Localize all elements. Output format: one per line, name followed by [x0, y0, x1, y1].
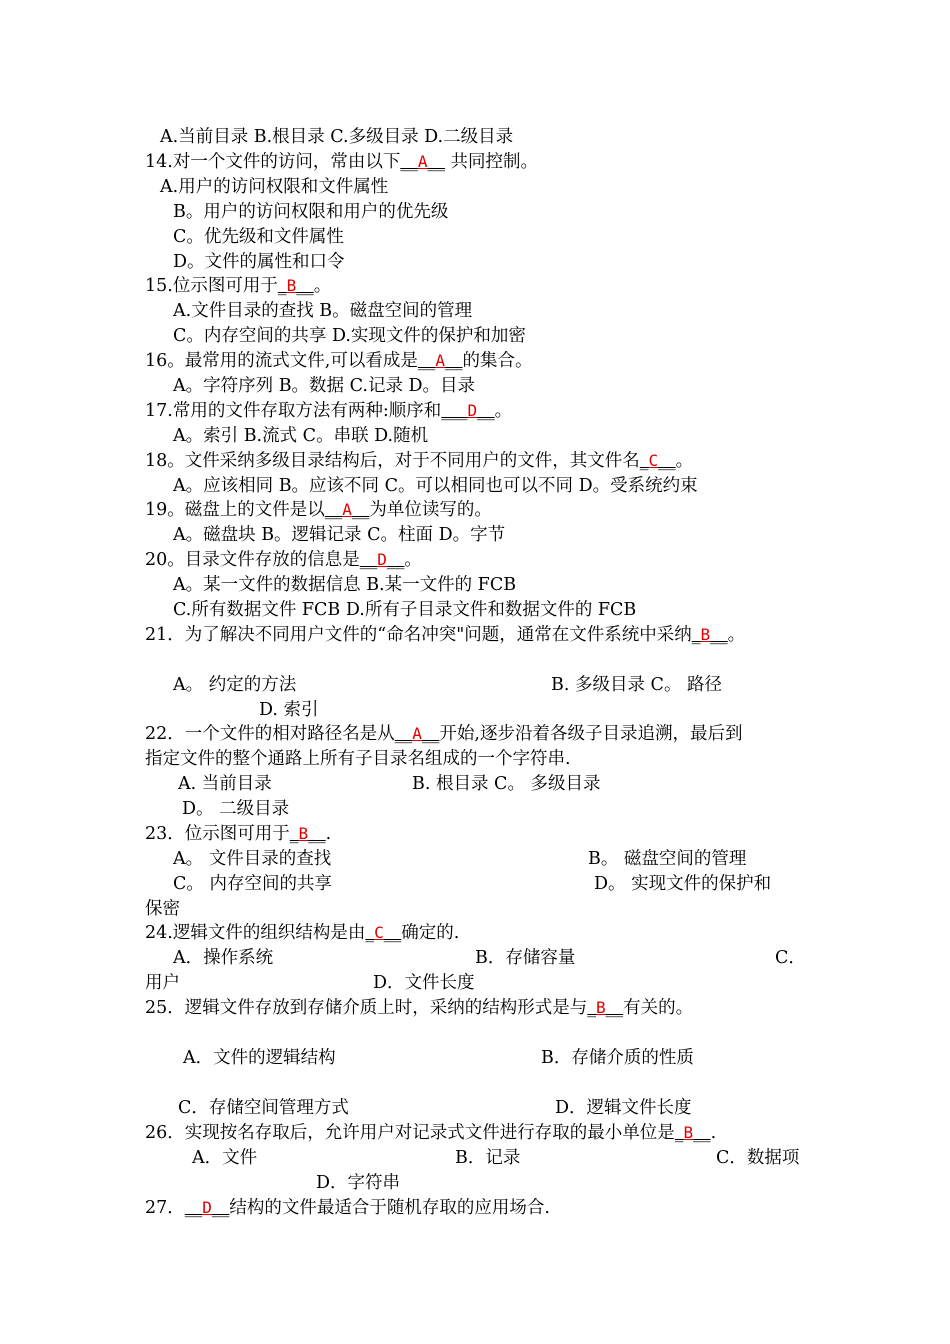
q24-option-d: D．文件长度 — [373, 973, 475, 993]
question-17: 17.常用的文件存取方法有两种:顺序和___D__。 — [145, 401, 513, 421]
question-20: 20。目录文件存放的信息是__D__。 — [145, 550, 422, 570]
q25-option-d: D．逻辑文件长度 — [555, 1098, 692, 1118]
q22-option-d: D。 二级目录 — [182, 799, 290, 819]
answer-25: B — [596, 998, 606, 1017]
question-26: 26．实现按名存取后，允许用户对记录式文件进行存取的最小单位是_B__. — [145, 1123, 717, 1143]
answer-16: A — [435, 351, 445, 370]
q23-option-a: A。 文件目录的查找 — [173, 849, 332, 869]
answer-17: D — [467, 401, 478, 420]
q19-options: A。磁盘块 B。逻辑记录 C。柱面 D。字节 — [173, 525, 506, 545]
q25-option-b: B．存储介质的性质 — [541, 1048, 694, 1068]
q14-option-a: A.用户的访问权限和文件属性 — [160, 177, 389, 197]
q21-option-d: D. 索引 — [259, 700, 319, 720]
q26-option-c: C．数据项 — [716, 1148, 800, 1168]
q24-option-b: B．存储容量 — [475, 948, 576, 968]
answer-26: B — [683, 1123, 694, 1142]
q20-options-cd: C.所有数据文件 FCB D.所有子目录文件和数据文件的 FCB — [173, 600, 637, 620]
question-19: 19。磁盘上的文件是以__A__为单位读写的。 — [145, 500, 492, 520]
q22-continued: 指定文件的整个通路上所有子目录名组成的一个字符串. — [145, 749, 571, 769]
q14-option-b: B。用户的访问权限和用户的优先级 — [173, 202, 449, 222]
answer-22: A — [412, 724, 422, 743]
question-27: 27．__D__结构的文件最适合于随机存取的应用场合. — [145, 1198, 550, 1218]
q24-option-c: C． — [775, 948, 806, 968]
answer-23: B — [298, 824, 309, 843]
q22-options-bc: B. 根目录 C。 多级目录 — [412, 774, 601, 794]
q15-options-cd: C。内存空间的共享 D.实现文件的保护和加密 — [173, 326, 526, 346]
question-18: 18。文件采纳多级目录结构后，对于不同用户的文件，其文件名_C__。 — [145, 451, 694, 471]
q13-options: A.当前目录 B.根目录 C.多级目录 D.二级目录 — [160, 127, 514, 147]
q26-option-a: A．文件 — [192, 1148, 258, 1168]
q20-options-ab: A。某一文件的数据信息 B.某一文件的 FCB — [173, 575, 517, 595]
q23-option-b: B。 磁盘空间的管理 — [588, 849, 747, 869]
q24-option-a: A．操作系统 — [173, 948, 274, 968]
q15-options-ab: A.文件目录的查找 B。磁盘空间的管理 — [173, 301, 473, 321]
question-16: 16。最常用的流式文件,可以看成是__A__的集合。 — [145, 351, 533, 371]
q23-option-d: D。 实现文件的保护和 — [594, 874, 772, 894]
answer-24: C — [374, 923, 384, 942]
question-23: 23．位示图可用于_B__. — [145, 824, 332, 844]
q22-option-a: A. 当前目录 — [178, 774, 272, 794]
q25-option-a: A．文件的逻辑结构 — [183, 1048, 336, 1068]
q24-option-c-continued: 用户 — [145, 973, 180, 993]
question-15: 15.位示图可用于_B__。 — [145, 276, 332, 296]
q17-options: A。索引 B.流式 C。串联 D.随机 — [173, 426, 429, 446]
question-22: 22．一个文件的相对路径名是从__A__开始,逐步沿着各级子目录追溯，最后到 — [145, 724, 743, 744]
q23-option-d-continued: 保密 — [145, 899, 180, 919]
q25-option-c: C．存储空间管理方式 — [178, 1098, 349, 1118]
answer-15: B — [286, 276, 297, 295]
answer-18: C — [648, 451, 659, 470]
answer-19: A — [342, 500, 352, 519]
q14-option-d: D。文件的属性和口令 — [173, 252, 345, 272]
question-14: 14.对一个文件的访问，常由以下__A__ 共同控制。 — [145, 152, 539, 172]
question-21: 21．为了解决不同用户文件的“命名冲突"问题，通常在文件系统中采纳_B__。 — [145, 625, 746, 645]
q26-option-d: D．字符串 — [316, 1173, 401, 1193]
question-25: 25．逻辑文件存放到存储介质上时，采纳的结构形式是与_B__有关的。 — [145, 998, 694, 1018]
q21-options-bc: B. 多级目录 C。 路径 — [551, 675, 723, 695]
answer-27: D — [202, 1198, 212, 1217]
question-24: 24.逻辑文件的组织结构是由_C__确定的. — [145, 923, 460, 943]
answer-20: D — [377, 550, 387, 569]
q21-option-a: A。 约定的方法 — [173, 675, 297, 695]
q18-options: A。应该相同 B。应该不同 C。可以相同也可以不同 D。受系统约束 — [173, 476, 698, 496]
answer-21: B — [700, 625, 711, 644]
q23-option-c: C。 内存空间的共享 — [173, 874, 332, 894]
answer-14: A — [417, 152, 428, 171]
q14-option-c: C。优先级和文件属性 — [173, 227, 344, 247]
q16-options: A。字符序列 B。数据 C.记录 D。目录 — [173, 376, 476, 396]
q26-option-b: B．记录 — [455, 1148, 521, 1168]
